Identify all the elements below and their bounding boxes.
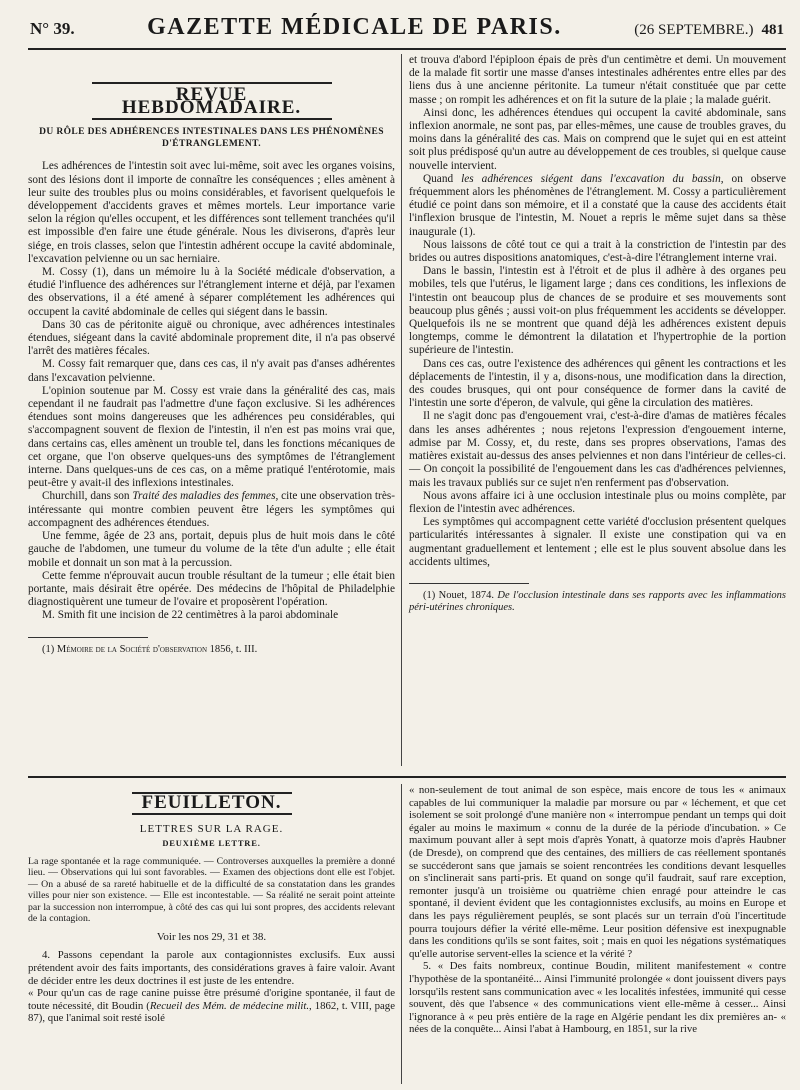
paragraph: « non-seulement de tout animal de son espèce, mais encore de tous les « animaux capables de lui communiquer la maladie par morsure ou par « léchement, et que cet isolement se soit prolongé d'une manière non « interrompue pendant un temps qui doit égaler au moins le maximum « connu de la durée de la période d'incubation. » Ce maximum pouvant aller à sept mois d'après Yonatt, à quatorze mois d'après Haubner (de Dresde), on comprend que des centaines, des milliers de cas réellement spontanés se succéderont sans que jamais se soient rencontrées les conditions devant lesquelles on s'inclinerait sans parti-pris. Et quand on songe qu'il faudrait, sauf rare exception, remonter jusqu'à un troisième ou quatrième chien enragé pour atteindre le cas spontané, il devient évident que les contagionnistes exclusifs, au moins en Europe et dans les pays régulièrement peuplés, se sont placés sur un terrain d'où l'incertitude pourra toujours défier la vérité elle-même. Leur position défensive est inexpugnable dans les conditions qu'ils se sont faites, soit ; mais en quoi les négations systématiques qu'elle autorise servent-elles la science et la vérité ? [409, 784, 786, 960]
churchill-book-title: Traité des maladies des femmes, [132, 490, 279, 503]
footnote-right-title: De l'occlusion intestinale dans ses rapports avec les inflammations péri-utérines chroniques. [409, 589, 787, 613]
revue-left-column [28, 54, 395, 656]
footnote-left-prefix: (1) [42, 643, 57, 655]
paragraph: Nous avons affaire ici à une occlusion intestinale plus ou moins complète, par flexion de l'intestin avec adhérences. [409, 489, 786, 515]
paragraph-quand [409, 173, 786, 239]
paragraph: Dans 30 cas de péritonite aiguë ou chronique, avec adhérences intestinales étendues, siégeant dans la cavité abdominale proprement dite, il n'a pas observé l'arrêt des matières fécales. [28, 318, 395, 358]
section-divider [28, 776, 786, 778]
quand-rest: on observe fréquemment alors les phénomènes de l'étranglement. M. Cossy a particulièrement étudié ce point dans son mémoire, et il a constaté que la cause des accidents était l'inflexion brusque de l'intestin, M. Nouet a repris le même sujet dans sa thèse inaugurale (1). [409, 172, 786, 238]
quand-prefix: Quand [423, 172, 462, 185]
paragraph: M. Smith fit une incision de 22 centimètres à la paroi abdominale [42, 609, 339, 622]
churchill-prefix: Churchill, dans son [42, 490, 133, 503]
paragraph: Cette femme n'éprouvait aucun trouble résultant de la tumeur ; elle était bien portante, mais désirait être opérée. Des médecins de l'hôpital de Philadelphie diagnostiquèrent une tumeur de l'ovaire et proposèrent l'opération. [28, 569, 395, 609]
lettres-heading: LETTRES SUR LA RAGE. [139, 822, 284, 835]
footnote-divider [28, 637, 148, 638]
boudin-quote [28, 987, 395, 1025]
revue-title: REVUE HEBDOMADAIRE. [92, 82, 332, 120]
quote-prefix: « Pour qu'un cas de rage canine puisse être présumé d'origine spontanée, il faut de toute nécessité, dit Boudin ( [28, 987, 395, 1012]
masthead [28, 14, 786, 50]
paragraph: Il ne s'agit donc pas d'engouement vrai, c'est-à-dire d'amas de matières fécales dans les anses adhérentes ; nous rejetons l'expression d'engouement interne, admise par M. Cossy, et, du reste, dans ses propres observations, l'amas des matières existait au-dessus des anses pelviennes et non dans l'intérieur de celles-ci. — On conçoit la possibilité de l'engouement dans les cas d'adhérences pelviennes, mais les travaux publiés sur ce sujet n'en renferment pas d'observation. [409, 410, 786, 489]
feuilleton-section [28, 784, 786, 1084]
summary-text: La rage spontanée et la rage communiquée. — Controverses auxquelles la première a donné lieu. — Observations qui lui sont favorables. — Examen des objections dont elle est l'objet. — On a abusé de sa rareté habituelle et de la difficulté de sa constatation dans les grandes villes pour nier son existence. — Elle est incontestable. — Sa réalité ne serait point atteinte par la succession non interrompue, à côté des cas qui lui sont propres, des accidents relevant de la contagion. [28, 855, 395, 925]
revue-section [28, 54, 786, 780]
footnote-right [409, 590, 786, 614]
revue-subtitle: DU RÔLE DES ADHÉRENCES INTESTINALES DANS LES PHÉNOMÈNES D'ÉTRANGLEMENT. [39, 127, 384, 150]
page-number: 481 [761, 22, 784, 38]
feuilleton-title: FEUILLETON. [132, 792, 292, 815]
newspaper-page [28, 14, 786, 1084]
paragraph: Une femme, âgée de 23 ans, portait, depuis plus de huit mois dans le côté gauche de l'abdomen, une tumeur du volume de la tête d'un adulte ; elle était mobile et donnait un son mat à la percussion. [28, 530, 395, 569]
quote-source: Recueil des Mém. de médecine milit. [149, 999, 310, 1012]
paragraph: Les symptômes qui accompagnent cette variété d'occlusion présentent quelques particularités intéressantes à signaler. Il existe une constipation qui va en augmentant graduellement et lentement ; elle est le plus souvent absolue dans les accidents ultimes, [409, 516, 786, 568]
footnote-divider [409, 583, 529, 584]
quand-emphasis: les adhérences siégent dans l'excavation du bassin, [461, 172, 724, 185]
see-also-reference: Voir les nos 29, 31 et 38. [156, 930, 267, 943]
column-divider [401, 54, 402, 766]
paragraph: Nous laissons de côté tout ce qui a trait à la constriction de l'intestin par des brides ou autres dispositions anatomiques, c'est-à-dire l'étranglement interne vrai. [409, 238, 786, 265]
feuilleton-left-column [28, 784, 395, 1025]
paragraph: 4. Passons cependant la parole aux contagionnistes exclusifs. Eux aussi prétendent avoir des faits importants, des considérations graves à faire valoir. Avant de décider entre les deux doctrines il est juste de les entendre. [28, 949, 395, 987]
feuilleton-right-column [409, 784, 786, 1036]
issue-date [634, 22, 784, 39]
journal-title: GAZETTE MÉDICALE DE PARIS. [147, 14, 562, 40]
paragraph: Ainsi donc, les adhérences étendues qui occupent la cavité abdominale, sans inflexion anormale, ne sont pas, par elles-mêmes, une cause de troubles graves, du moins dans la généralité des cas. Mais on comprend que le sujet qui en est atteint soit plus prédisposé qu'un autre au développement de ces troubles, si quelque cause nouvelle intervient. [409, 106, 786, 172]
footnote-left-source: Mémoire de la Société d'observation [56, 643, 208, 655]
paragraph: 5. « Des faits nombreux, continue Boudin, militent manifestement « contre l'hypothèse de la spontanéité... Ainsi l'immunité prolongée « dont jouissent divers pays lorsqu'ils restent sans communication avec « les localités infestées, immunité qui cesse souvent, dès que l'absence « des communications vient elle-même à cesser... Ainsi l'ignorance à « peu près entière de la rage en Algérie pendant les dix premières an- « nées de la conquête... Ainsi l'abat à Hambourg, en 1851, sur la rive [409, 960, 786, 1036]
paragraph-churchill [28, 490, 395, 530]
revue-right-column [409, 54, 786, 614]
issue-number: N° 39. [30, 19, 75, 38]
column-divider [401, 784, 402, 1084]
date-text: (26 SEPTEMBRE.) [634, 22, 754, 38]
paragraph: L'opinion soutenue par M. Cossy est vraie dans la généralité des cas, mais cependant il ne faudrait pas l'admettre d'une façon exclusive. Si les adhérences étendues sont moins dangereuses que les adhérences peu considérables, qui s'accompagnent souvent de flexion de l'intestin, il n'en est pas moins vrai que, dans certains cas, elles amènent un trouble tel, dans les fonctions mécaniques de cet organe, que l'on observe quelques-uns des symptômes de l'étranglement interne. Dans quelques-uns de ces cas, on a même pratiqué l'entérotomie, mais peut-être y avait-il des inflexions intestinales. [28, 384, 395, 490]
paragraph: M. Cossy fait remarquer que, dans ces cas, il n'y avait pas d'anses adhérentes dans l'excavation pelvienne. [28, 358, 395, 384]
paragraph: Dans le bassin, l'intestin est à l'étroit et de plus il adhère à des organes peu mobiles, tels que l'utérus, le ligament large ; dans ces conditions, les inflexions de l'intestin ont beaucoup plus de chances de se produire et ses mouvements sont beaucoup plus gênés ; aussi voit-on plus fréquemment les accidents se développer. Quelquefois ils ne se montrent que quand déjà les adhérences existent depuis longtemps, comme le démontrent la dilatation et l'hypertrophie de la portion supérieure de l'intestin. [409, 265, 786, 357]
quote-rest: , 1862, t. VIII, page 87), que l'animal soit resté isolé [28, 999, 395, 1025]
letter-summary [28, 856, 395, 925]
footnote-left [28, 644, 395, 656]
paragraph: Les adhérences de l'intestin soit avec lui-même, soit avec les organes voisins, sont des lésions dont il importe de connaître les conséquences ; elles amènent à leur suite des troubles plus ou moins considérables, et favorisent quelquefois le développement d'accidents graves et mêmes mortels. Leur importance varie selon la région qu'elles occupent, et les différences sont tellement tranchées qu'il est impossible d'en faire une étude générale. Nous les diviserons, d'après leur siége, en trois classes, selon que l'intestin adhérent occupe la cavité abdominale, l'excavation pelvienne ou un sac herniaire. [28, 160, 395, 265]
paragraph: Dans ces cas, outre l'existence des adhérences qui gênent les contractions et les déplacements de l'intestin, il y a, disons-nous, une modification dans la direction, des coudes brusques, qui ont pour conséquence de former dans la cavité de l'intestin une sorte d'éperon, de valvule, qui gêne la circulation des matières. [409, 357, 786, 410]
paragraph: et trouva d'abord l'épiploon épais de près d'un centimètre et demi. Un mouvement de la malade fit sortir une masse d'anses intestinales adhérentes entre elles par des liens dus à une ancienne péritonite. La tumeur n'était constituée que par cette masse ; on rompit les adhérences et on fit la suture de la plaie ; la malade guérit. [409, 54, 786, 106]
footnote-left-rest: 1856, t. III. [207, 643, 258, 655]
footnote-right-prefix: (1) Nouet, 1874. [423, 589, 498, 601]
churchill-rest: cite une observation très-intéressante qui montre combien peuvent être légers les symptômes qui accompagnent des adhérences étendues. [28, 490, 395, 529]
quote-text [28, 987, 395, 1025]
letter-number: DEUXIÈME LETTRE. [162, 838, 261, 849]
paragraph: M. Cossy (1), dans un mémoire lu à la Société médicale d'observation, a étudié l'influence des adhérences sur l'étranglement interne et déjà, par l'examen des observations, il a été amené à séparer complétement les adhérences qui occupent la cavité abdominale de celles qui siégent dans le bassin. [28, 266, 395, 318]
